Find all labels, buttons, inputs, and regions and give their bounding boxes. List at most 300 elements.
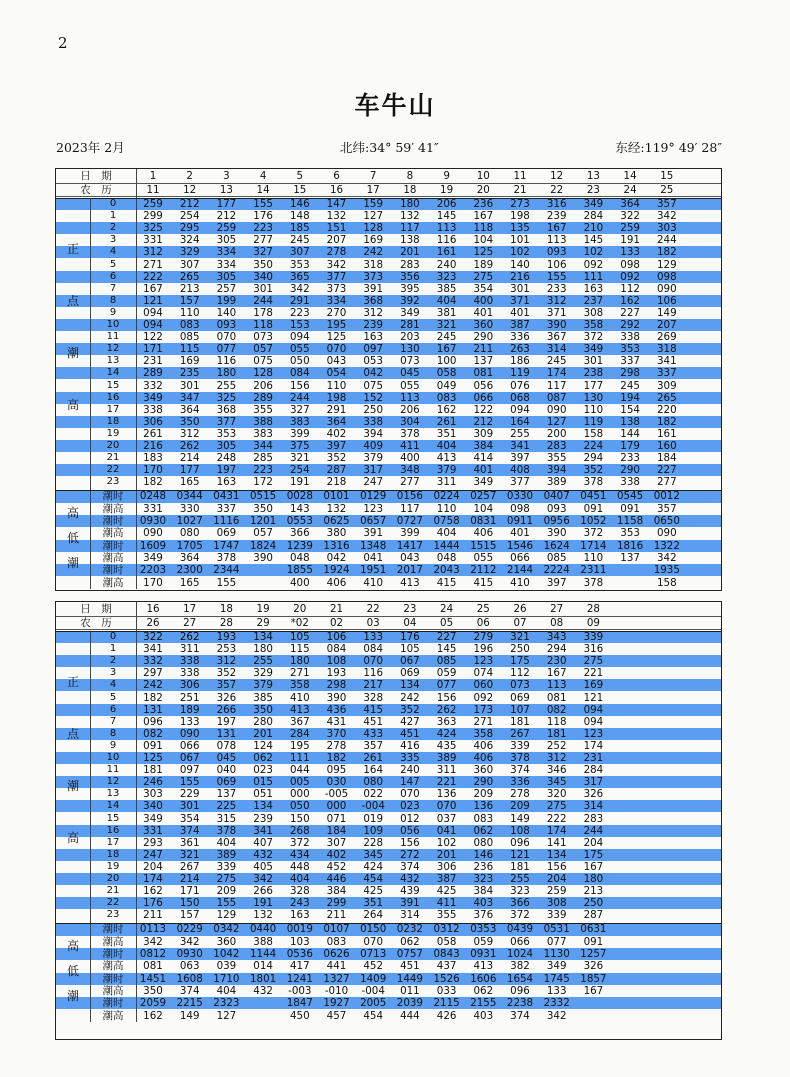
tide-height-cell: 425: [436, 885, 457, 898]
tide-height-cell: 137: [216, 788, 237, 801]
tide-height-cell: 118: [253, 319, 273, 331]
tide-height-cell: 212: [216, 210, 237, 223]
tide-height-cell: 054: [326, 367, 347, 380]
date-cell: 3: [223, 170, 230, 182]
hour-row: [56, 849, 721, 861]
tide-height-cell: 092: [473, 691, 494, 704]
tide-height-cell: 164: [363, 764, 384, 777]
tide-height-cell: 377: [326, 270, 347, 283]
tide-height-cell: 404: [436, 440, 457, 452]
tide-height-cell: 180: [400, 198, 420, 210]
tide-height-cell: 156: [436, 691, 457, 704]
tide-height-cell: 266: [216, 703, 237, 716]
tide-height-cell: 171: [179, 885, 200, 898]
tide-height-cell: 367: [289, 715, 310, 728]
tide-time-cell: 0545: [616, 490, 644, 503]
tide-height-cell: 262: [179, 631, 200, 643]
tide-height-cell: 244: [289, 391, 310, 404]
tide-height-cell: 096: [510, 836, 530, 849]
tide-height-cell: 379: [363, 452, 384, 465]
tide-height-cell: 323: [510, 885, 530, 898]
tide-height-cell: 345: [546, 776, 567, 789]
tide-height-cell: 119: [510, 367, 530, 380]
tide-height-cell: 228: [363, 836, 384, 849]
tide-height-cell: 342: [253, 873, 273, 885]
tide-height-cell: 255: [510, 427, 530, 440]
tide-height-cell: 320: [546, 788, 567, 801]
tide-height-cell: 133: [179, 715, 200, 728]
tide-height-cell: 102: [510, 246, 530, 259]
tide-height-cell: 108: [326, 655, 347, 668]
tide-height-cell: 055: [400, 379, 420, 392]
tide-level-cell: 127: [216, 1009, 237, 1022]
tide-height-cell: 454: [363, 873, 384, 885]
tide-height-cell: 135: [510, 222, 530, 235]
tide-time-cell: 0129: [360, 490, 387, 503]
tide-height-cell: 353: [620, 343, 640, 356]
tide-height-cell: 326: [216, 691, 237, 704]
tide-height-cell: 121: [510, 848, 530, 861]
tide-height-cell: 334: [216, 246, 237, 259]
tide-height-cell: 206: [400, 403, 420, 416]
tide-height-cell: 239: [546, 210, 567, 223]
tide-height-cell: 290: [620, 464, 640, 477]
hour-label: 7: [109, 715, 117, 727]
tide-time-cell: 1924: [323, 564, 350, 577]
tide-height-cell: 184: [326, 824, 347, 837]
tide-height-cell: 385: [253, 691, 273, 704]
hour-label: 1: [109, 643, 117, 655]
tide-height-cell: 094: [143, 319, 163, 331]
tide-height-cell: 180: [216, 367, 237, 380]
tide-height-cell: 082: [546, 703, 567, 716]
tide-height-cell: 247: [143, 848, 163, 861]
tide-level-cell: 357: [656, 502, 677, 515]
tide-height-cell: 356: [400, 270, 420, 283]
tide-height-cell: 112: [620, 282, 640, 295]
tide-height-cell: 101: [510, 234, 530, 247]
tide-level-cell: 444: [400, 1009, 420, 1022]
tide-height-cell: 354: [179, 812, 200, 825]
tide-height-cell: 160: [656, 440, 677, 452]
tide-time-cell: 1801: [249, 972, 277, 985]
tide-height-cell: 129: [216, 909, 237, 922]
tide-height-cell: 245: [289, 234, 310, 247]
hour-row: [56, 692, 721, 704]
tide-level-cell: 337: [216, 502, 237, 515]
tide-height-cell: 404: [289, 873, 310, 885]
tide-height-cell: 372: [289, 836, 310, 849]
tide-height-cell: 350: [179, 415, 200, 428]
section-char: 潮: [66, 779, 79, 793]
tide-level-cell: 382: [510, 960, 530, 973]
tide-level-cell: 143: [289, 502, 310, 515]
tide-height-cell: 057: [253, 343, 273, 356]
tide-height-cell: 341: [656, 355, 677, 368]
tide-level-cell: 091: [583, 935, 604, 948]
tide-height-cell: 312: [143, 246, 163, 259]
tide-height-cell: 070: [363, 655, 384, 668]
tide-height-cell: 081: [473, 367, 494, 380]
tide-height-cell: 209: [216, 885, 237, 898]
tide-height-cell: 301: [179, 800, 200, 813]
tide-level-cell: 415: [436, 576, 457, 589]
tide-height-cell: 240: [400, 764, 420, 777]
date-cell: 6: [333, 170, 340, 182]
tide-height-cell: 167: [546, 667, 567, 680]
tide-height-cell: 287: [326, 464, 347, 477]
tide-height-cell: 194: [620, 391, 640, 404]
tide-level-cell: 391: [363, 527, 384, 540]
tide-height-cell: 177: [583, 379, 604, 392]
tide-height-cell: 147: [400, 776, 420, 789]
hour-row: [56, 643, 721, 655]
year-month: 2023年 2月: [56, 140, 125, 155]
tide-height-cell: 339: [510, 739, 530, 752]
tide-height-cell: 353: [289, 258, 310, 271]
tide-height-cell: 307: [179, 258, 200, 271]
hour-label: 9: [109, 739, 117, 751]
tide-height-cell: 080: [363, 776, 384, 789]
tide-height-cell: 147: [326, 198, 347, 210]
tide-height-cell: 051: [253, 788, 273, 801]
section-char: 潮: [66, 346, 79, 360]
tide-height-cell: 062: [473, 824, 494, 837]
tide-height-cell: 169: [179, 355, 200, 368]
tide-height-cell: 321: [179, 848, 200, 861]
tide-level-cell: 350: [253, 502, 273, 515]
tide-height-cell: 338: [179, 667, 200, 680]
hour-row: [56, 343, 721, 355]
tide-height-cell: 211: [473, 343, 494, 356]
tide-height-cell: 378: [510, 752, 530, 764]
tide-height-cell: 317: [583, 776, 604, 789]
tide-height-cell: 174: [546, 824, 567, 837]
tide-height-cell: 338: [620, 476, 640, 489]
tide-time-cell: 2300: [176, 564, 203, 577]
tide-time-cell: 2323: [213, 997, 240, 1010]
tide-time-cell: 0843: [433, 948, 460, 960]
date-cell: 17: [183, 603, 197, 615]
tide-time-cell: 2017: [396, 564, 423, 577]
tide-height-cell: 113: [546, 234, 567, 247]
tide-time-cell: 1327: [323, 972, 350, 985]
tide-height-cell: 077: [216, 343, 237, 356]
tide-time-cell: 1130: [543, 948, 570, 960]
tide-height-cell: 157: [179, 294, 200, 307]
tide-height-cell: 121: [583, 691, 604, 704]
tide-level-cell: 454: [363, 1009, 384, 1022]
tide-level-cell: 403: [473, 1009, 494, 1022]
tide-height-cell: 337: [620, 355, 640, 368]
latitude: 北纬:34° 59′ 41″: [340, 140, 439, 155]
date-cell: 5: [296, 170, 304, 182]
tide-height-cell: 210: [583, 222, 604, 235]
tide-level-cell: 342: [546, 1009, 567, 1022]
tide-level-cell: 069: [216, 527, 237, 540]
tide-height-cell: 277: [656, 476, 677, 489]
lunar-cell: 20: [476, 184, 490, 196]
lunar-cell: 18: [403, 184, 417, 196]
tide-height-cell: 336: [510, 776, 530, 789]
tide-height-cell: 124: [253, 739, 273, 752]
tide-time-cell: 0757: [396, 948, 423, 960]
tide-height-cell: 337: [656, 367, 677, 380]
tide-height-cell: 189: [473, 258, 494, 271]
tide-level-cell: 132: [326, 502, 347, 515]
tide-height-cell: 242: [400, 691, 420, 704]
tide-height-cell: 113: [546, 679, 567, 692]
tide-height-cell: 138: [400, 234, 420, 247]
hilo-row: [56, 973, 721, 985]
hilo-row: [56, 985, 721, 997]
tide-height-cell: 195: [289, 739, 310, 752]
tide-level-cell: 401: [510, 527, 530, 540]
hour-row: [56, 428, 721, 440]
tide-height-cell: 094: [289, 331, 310, 344]
tide-height-cell: 271: [143, 258, 163, 271]
section-char: 高: [66, 939, 79, 954]
tide-height-cell: 181: [546, 727, 567, 740]
tide-height-cell: 070: [436, 800, 457, 813]
tide-height-cell: 066: [179, 739, 200, 752]
tide-height-cell: 451: [363, 715, 384, 728]
tide-height-cell: 287: [583, 909, 604, 922]
tide-height-cell: 044: [289, 764, 310, 777]
tide-time-cell: 0758: [433, 515, 460, 527]
tide-height-cell: 221: [583, 667, 604, 680]
tide-height-cell: 309: [473, 427, 494, 440]
tide-height-cell: 338: [143, 403, 163, 416]
tide-height-cell: 151: [326, 222, 347, 235]
tide-height-cell: 123: [473, 655, 494, 668]
tide-height-cell: 318: [656, 343, 677, 356]
tide-height-cell: 290: [473, 331, 494, 344]
tide-height-cell: 259: [620, 222, 640, 235]
hour-row: [56, 392, 721, 404]
lunar-cell: 26: [146, 617, 160, 629]
hour-label: 13: [106, 355, 120, 367]
tide-height-cell: 401: [510, 306, 530, 319]
tide-height-cell: 181: [143, 764, 163, 777]
hilo-row: [56, 1010, 721, 1022]
tide-time-cell: 0440: [249, 923, 277, 936]
hour-row: [56, 740, 721, 752]
tide-time-cell: 2224: [543, 564, 570, 577]
tide-height-cell: 050: [289, 355, 310, 368]
tide-height-cell: 175: [583, 848, 604, 861]
tide-height-cell: 384: [473, 440, 494, 452]
tide-height-cell: 305: [216, 234, 237, 247]
tide-height-cell: 327: [253, 246, 273, 259]
hilo-label: 潮高: [102, 984, 124, 997]
tide-height-cell: 117: [400, 222, 420, 235]
tide-height-cell: 073: [400, 355, 420, 368]
tide-height-cell: 091: [143, 739, 163, 752]
tide-height-cell: 254: [289, 464, 310, 477]
hour-label: 2: [109, 222, 117, 234]
tide-height-cell: 273: [510, 198, 530, 210]
tide-level-cell: 066: [510, 551, 530, 564]
tide-height-cell: 349: [143, 812, 163, 825]
tide-height-cell: 153: [289, 319, 310, 331]
tide-time-cell: 1609: [139, 539, 167, 552]
tide-level-cell: 378: [216, 551, 237, 564]
tide-height-cell: 316: [583, 643, 604, 656]
tide-time-cell: 1257: [580, 948, 607, 960]
tide-height-cell: 092: [583, 258, 604, 271]
hour-label: 18: [106, 415, 120, 427]
tide-time-cell: 2115: [433, 997, 460, 1010]
tide-height-cell: 092: [620, 270, 640, 283]
tide-height-cell: 350: [253, 258, 273, 271]
tide-height-cell: 037: [436, 812, 457, 825]
tide-level-cell: 059: [473, 935, 494, 948]
tide-height-cell: 407: [253, 836, 273, 849]
tide-height-cell: 207: [326, 234, 347, 247]
date-cell: 18: [219, 603, 233, 615]
tide-time-cell: 0625: [323, 515, 350, 527]
tide-height-cell: 098: [656, 270, 677, 283]
hilo-label: 潮时: [102, 490, 124, 503]
tide-height-cell: 204: [583, 836, 604, 849]
tide-height-cell: 272: [400, 848, 420, 861]
tide-height-cell: 331: [143, 234, 163, 247]
tide-height-cell: 264: [363, 909, 384, 922]
tide-level-cell: 406: [326, 576, 347, 589]
hour-label: 12: [106, 343, 120, 355]
date-cell: 13: [586, 170, 600, 182]
tide-height-cell: 115: [289, 643, 310, 656]
tide-height-cell: 244: [656, 234, 677, 247]
tide-height-cell: 105: [400, 643, 420, 656]
tide-height-cell: 244: [583, 824, 604, 837]
tide-level-cell: 033: [436, 984, 457, 997]
tide-time-cell: 1201: [249, 515, 277, 527]
tide-height-cell: 239: [253, 812, 273, 825]
tide-height-cell: 156: [400, 836, 420, 849]
tide-height-cell: 372: [510, 909, 530, 922]
tide-height-cell: 308: [546, 897, 567, 910]
date-cell: 14: [623, 170, 637, 182]
tide-height-cell: 167: [436, 343, 457, 356]
tide-height-cell: 222: [143, 270, 163, 283]
tide-time-cell: 1024: [506, 948, 534, 960]
date-row: [56, 169, 721, 183]
tide-height-cell: 314: [583, 800, 604, 813]
tide-height-cell: 198: [510, 210, 530, 223]
tide-height-cell: 157: [179, 909, 200, 922]
tide-height-cell: 280: [253, 715, 273, 728]
tide-height-cell: 113: [436, 222, 457, 235]
hour-row: [56, 873, 721, 885]
tide-height-cell: 392: [400, 294, 420, 307]
tide-height-cell: 323: [473, 873, 494, 885]
hilo-row: [56, 936, 721, 948]
lunar-cell: 23: [586, 184, 600, 196]
tide-height-cell: -004: [361, 800, 385, 813]
tide-height-cell: 334: [326, 294, 347, 307]
tide-height-cell: 102: [583, 246, 604, 259]
tide-height-cell: 155: [216, 897, 237, 910]
hour-row: [56, 355, 721, 367]
tide-height-cell: 118: [546, 715, 567, 728]
tide-height-cell: 133: [363, 631, 384, 643]
tide-height-cell: 231: [143, 355, 163, 368]
tide-height-cell: 243: [289, 897, 310, 910]
tide-time-cell: 0812: [139, 948, 167, 960]
tide-height-cell: 414: [473, 452, 494, 465]
tide-height-cell: 326: [583, 788, 604, 801]
tide-time-cell: 1515: [470, 539, 497, 552]
tide-height-cell: 056: [400, 824, 420, 837]
section-char: 潮: [66, 989, 79, 1004]
tide-time-cell: 2203: [139, 564, 167, 577]
hilo-row: [56, 490, 721, 502]
tide-time-cell: 0553: [286, 515, 313, 527]
tide-height-cell: 076: [510, 379, 530, 392]
date-cell: 4: [259, 170, 267, 182]
tide-height-cell: 094: [583, 703, 604, 716]
tide-height-cell: 306: [179, 679, 200, 692]
tide-height-cell: 431: [326, 715, 347, 728]
hour-row: [56, 452, 721, 464]
tide-time-cell: 1322: [653, 539, 680, 552]
tide-level-cell: 063: [179, 960, 200, 973]
tide-time-cell: 0911: [506, 515, 534, 527]
hour-row: [56, 716, 721, 728]
tide-height-cell: 357: [216, 679, 237, 692]
tide-height-cell: 182: [326, 752, 347, 764]
divider: [56, 490, 721, 491]
hour-label: 16: [106, 391, 120, 403]
tide-height-cell: 394: [546, 464, 567, 477]
tide-height-cell: 350: [253, 703, 273, 716]
tide-height-cell: 122: [473, 403, 494, 416]
tide-height-cell: 255: [510, 873, 530, 885]
tide-height-cell: 134: [546, 848, 567, 861]
hour-label: 6: [109, 270, 117, 282]
tide-height-cell: 222: [546, 812, 567, 825]
date-row: [56, 602, 721, 616]
tide-height-cell: 404: [216, 836, 237, 849]
tide-height-cell: 317: [363, 464, 384, 477]
tide-level-cell: 039: [216, 960, 237, 973]
tide-height-cell: 131: [216, 727, 237, 740]
tide-height-cell: 368: [216, 403, 237, 416]
tide-time-cell: 0515: [249, 490, 277, 503]
date-cell: 1: [149, 170, 157, 182]
tide-height-cell: 155: [546, 270, 567, 283]
tide-time-cell: 1042: [213, 948, 240, 960]
tide-level-cell: 400: [289, 576, 310, 589]
tide-height-cell: 311: [436, 476, 457, 489]
tide-height-cell: 376: [473, 909, 494, 922]
tide-time-cell: 0342: [213, 923, 240, 936]
tide-height-cell: 182: [656, 246, 677, 259]
tide-level-cell: 417: [289, 960, 310, 973]
tide-height-cell: 259: [143, 198, 163, 210]
tide-height-cell: 397: [510, 452, 530, 465]
tide-height-cell: 283: [583, 812, 604, 825]
tide-height-cell: 174: [546, 367, 567, 380]
tide-height-cell: 227: [656, 464, 677, 477]
tide-time-cell: 1239: [286, 539, 313, 552]
tide-height-cell: 163: [583, 282, 604, 295]
date-cell: 8: [406, 170, 414, 182]
hilo-row: [56, 515, 721, 527]
tide-height-cell: 185: [289, 222, 310, 235]
